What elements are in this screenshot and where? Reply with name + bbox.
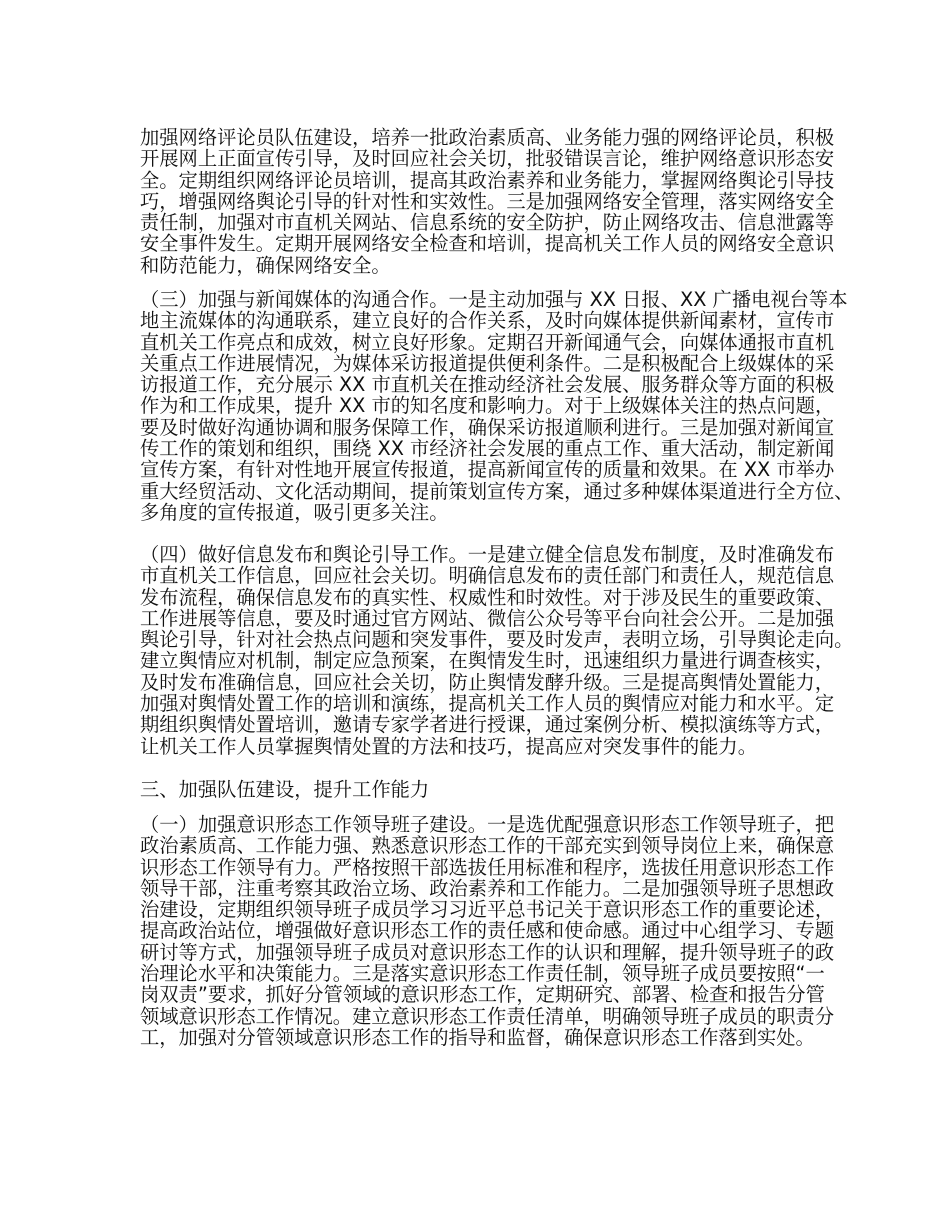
- text-line: 关重点工作进展情况，为媒体采访报道提供便利条件。二是积极配合上级媒体的采: [140, 351, 835, 375]
- text-line: 访报道工作，充分展示 XX 市直机关在推动经济社会发展、服务群众等方面的积极: [140, 373, 835, 397]
- paragraph-media-cooperation: [140, 288, 854, 524]
- text-line: 加强网络评论员队伍建设，培养一批政治素质高、业务能力强的网络评论员，积极: [140, 126, 835, 149]
- text-line: 工，加强对分管领域意识形态工作的指导和监督，确保意识形态工作落到实处。: [140, 1025, 815, 1049]
- text-line: 作为和工作成果，提升 XX 市的知名度和影响力。对于上级媒体关注的热点问题，: [140, 394, 835, 418]
- text-line: 工作进展等信息，要及时通过官方网站、微信公众号等平台向社会公开。二是加强: [140, 606, 835, 630]
- text-line: 宣传方案，有针对性地开展宣传报道，提高新闻宣传的质量和效果。在 XX 市举办: [140, 458, 835, 482]
- text-line: 治建设，定期组织领导班子成员学习习近平总书记关于意识形态工作的重要论述，: [140, 898, 835, 922]
- text-line: （三）加强与新闻媒体的沟通合作。一是主动加强与 XX 日报、XX 广播电视台等本: [140, 288, 848, 311]
- text-line: 岗双责”要求，抓好分管领域的意识形态工作，定期研究、部署、检查和报告分管: [140, 983, 825, 1007]
- text-line: 多角度的宣传报道，吸引更多关注。: [140, 500, 449, 524]
- text-line: 研讨等方式，加强领导班子成员对意识形态工作的认识和理解，提升领导班子的政: [140, 940, 835, 964]
- text-line: 期组织舆情处置培训，邀请专家学者进行授课，通过案例分析、模拟演练等方式，: [140, 713, 835, 737]
- text-line: 政治素质高、工作能力强、熟悉意识形态工作的干部充实到领导岗位上来，确保意: [140, 834, 835, 858]
- text-line: 重大经贸活动、文化活动期间，提前策划宣传方案，通过多种媒体渠道进行全方位、: [140, 479, 854, 503]
- text-line: 巧，增强网络舆论引导的针对性和实效性。三是加强网络安全管理，落实网络安全: [140, 189, 835, 213]
- text-line: 治理论水平和决策能力。三是落实意识形态工作责任制，领导班子成员要按照“一: [140, 962, 825, 986]
- text-line: 市直机关工作信息，回应社会关切。明确信息发布的责任部门和责任人，规范信息: [140, 564, 835, 588]
- text-line: 提高政治站位，增强做好意识形态工作的责任感和使命感。通过中心组学习、专题: [140, 919, 835, 943]
- text-line: 及时发布准确信息，回应社会关切，防止舆情发酵升级。三是提高舆情处置能力，: [140, 670, 835, 694]
- text-line: 识形态工作领导有力。严格按照干部选拔任用标准和程序，选拔任用意识形态工作: [140, 855, 835, 879]
- text-line: 建立舆情应对机制，制定应急预案，在舆情发生时，迅速组织力量进行调查核实，: [140, 649, 835, 673]
- text-line: 让机关工作人员掌握舆情处置的方法和技巧，提高应对突发事件的能力。: [140, 734, 757, 758]
- text-line: 发布流程，确保信息发布的真实性、权威性和时效性。对于涉及民生的重要政策、: [140, 585, 835, 609]
- text-line: 舆论引导，针对社会热点问题和突发事件，要及时发声，表明立场，引导舆论走向。: [140, 628, 854, 652]
- text-line: 全。定期组织网络评论员培训，提高其政治素养和业务能力，掌握网络舆论引导技: [140, 168, 835, 192]
- text-line: 安全事件发生。定期开展网络安全检查和培训，提高机关工作人员的网络安全意识: [140, 232, 835, 256]
- text-line: 领域意识形态工作情况。建立意识形态工作责任清单，明确领导班子成员的职责分: [140, 1004, 835, 1028]
- text-line: （一）加强意识形态工作领导班子建设。一是选优配强意识形态工作领导班子，把: [140, 813, 835, 836]
- text-line: 三、加强队伍建设，提升工作能力: [140, 778, 430, 801]
- text-line: 和防范能力，确保网络安全。: [140, 253, 391, 277]
- paragraph-leadership-team: [140, 813, 835, 1049]
- text-line: 加强对舆情处置工作的培训和演练，提高机关工作人员的舆情应对能力和水平。定: [140, 692, 835, 716]
- text-line: 要及时做好沟通协调和服务保障工作，确保采访报道顺利进行。三是加强对新闻宣: [140, 415, 835, 439]
- text-line: 直机关工作亮点和成效，树立良好形象。定期召开新闻通气会，向媒体通报市直机: [140, 330, 835, 354]
- text-line: 领导干部，注重考察其政治立场、政治素养和工作能力。二是加强领导班子思想政: [140, 876, 835, 900]
- section-heading: [140, 779, 830, 800]
- text-line: 传工作的策划和组织，围绕 XX 市经济社会发展的重点工作、重大活动，制定新闻: [140, 437, 835, 461]
- text-line: （四）做好信息发布和舆论引导工作。一是建立健全信息发布制度，及时准确发布: [140, 543, 835, 566]
- paragraph-info-release: [140, 543, 854, 758]
- text-line: 地主流媒体的沟通联系，建立良好的合作关系，及时向媒体提供新闻素材，宣传市: [140, 309, 835, 333]
- text-line: 责任制，加强对市直机关网站、信息系统的安全防护，防止网络攻击、信息泄露等: [140, 211, 835, 235]
- text-line: 开展网上正面宣传引导，及时回应社会关切，批驳错误言论，维护网络意识形态安: [140, 147, 835, 171]
- paragraph-network-commentators: [140, 126, 835, 277]
